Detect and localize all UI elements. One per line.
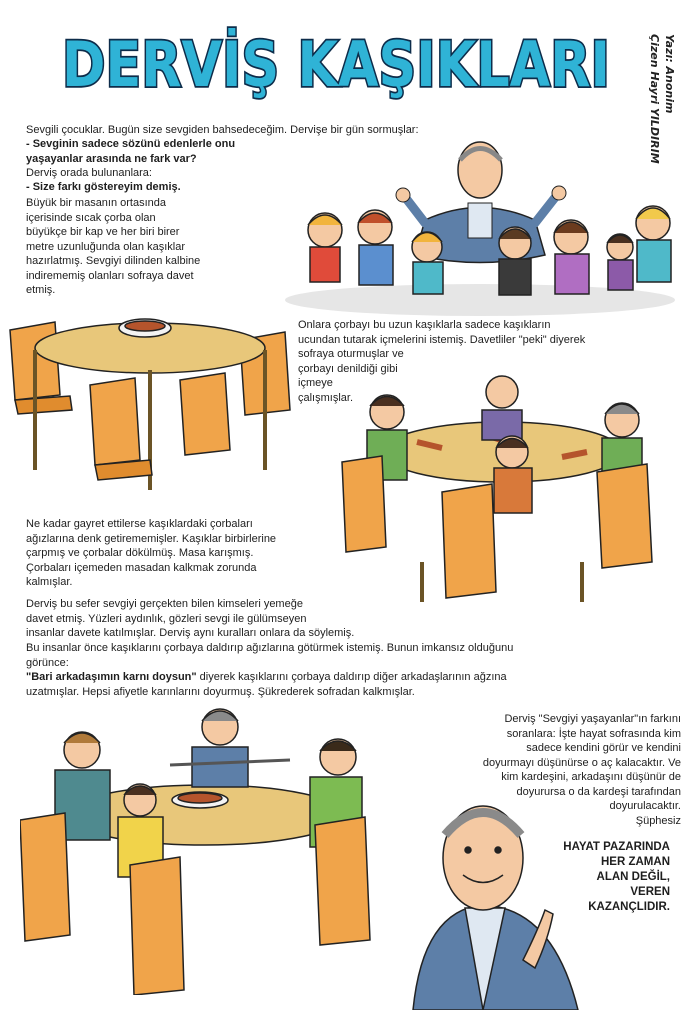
story-paragraph: Derviş orada bulunanlara: [26,167,152,179]
spilled-soup-illustration [322,372,684,604]
illustrator-credit: Çizen Hayri YILDIRIM [648,34,661,164]
story-paragraph: Büyük bir masanın ortasında içerisinde sıcak çorba olan büyükçe bir kap ve her biri birer metre uzunluğunda olan kaşıklar hazırlatmış. Sevgiyi dilinden kalbine indirememiş olanları sofraya davet etmiş. [26,197,201,296]
feeding-each-other-illustration [20,705,395,995]
story-question: - Sevginin sadece sözünü edenlerle onu yaşayanlar arasında ne fark var? [26,138,236,165]
quote-bold: "Bari arkadaşımın karnı doysun" [26,671,197,683]
page-title [56,22,616,102]
story-answer: - Size farkı göstereyim demiş. [26,181,181,193]
story-paragraph: Derviş "Sevgiyi yaşayanlar"ın farkını soranlara: İşte hayat sofrasında kim sadece kendini görür ve kendini doyurmayı düşünürse o aç kalacaktır. Ve kim kardeşini, arkadaşını düşünür de doyurursa o da kardeşi tarafından doyurulacaktır. Şüphesiz [482,713,681,827]
dervish-portrait-illustration [403,790,588,1010]
story-paragraph: Ne kadar gayret ettilerse kaşıklardaki çorbaları ağızlarına denk getirememişler. Kaşıklar birbirlerine çarpmış ve çorbalar dökülmüş. Masa karışmış. Çorbaları içemeden masadan kalkmak zorunda kalmışlar. [26,518,277,588]
dervish-with-children-illustration [275,135,685,317]
quote-rest: diyerek kaşıklarını çorbaya daldırıp diğer arkadaşlarının ağzına uzatmışlar. Hepsi afiyetle karınlarını doyurmuş. Şükrederek sofradan kalkmışlar. [26,671,507,698]
story-paragraph: Onlara çorbayı bu uzun kaşıklarla sadece kaşıkların ucundan tutarak içmelerini istemiş. Davetliler "peki" diyerek sofraya oturmuşlar ve çorbayı denildiği gibi içmeye çalışmışlar. [298,319,586,404]
story-paragraph [26,670,507,699]
story-paragraph-intro: Sevgili çocuklar. Bugün size sevgiden bahsedeceğim. Dervişe bir gün sormuşlar: [26,124,419,136]
empty-table-illustration [0,300,300,505]
title-text: DERVİŞ KAŞIKLARI [62,28,610,101]
writer-credit: Yazı: Anonim [663,34,676,114]
story-paragraph: Derviş bu sefer sevgiyi gerçekten bilen kimseleri yemeğe davet etmiş. Yüzleri aydınlık, gözleri sevgi ile gülümseyen insanlar davete katılmışlar. Derviş aynı kuralları onlara da söylemiş. [26,598,355,639]
moral: HAYAT PAZARINDA HER ZAMAN ALAN DEĞİL, VEREN KAZANÇLIDIR. [563,841,670,913]
story-paragraph: Bu insanlar önce kaşıklarını çorbaya daldırıp ağızlarına götürmek istemiş. Bunun imkansız olduğunu görünce: [26,642,514,669]
